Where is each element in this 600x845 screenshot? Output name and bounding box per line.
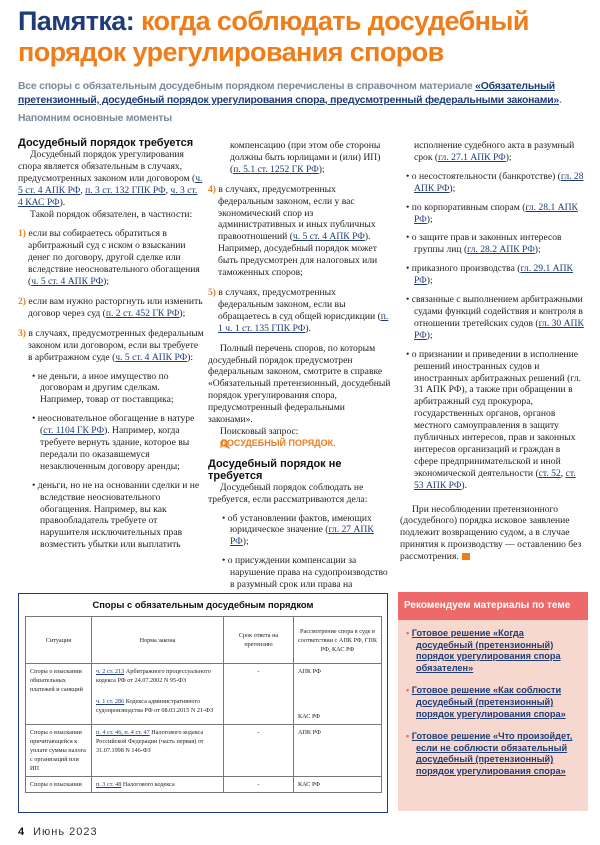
law-link[interactable]: ч. 5 ст. 4 АПК РФ (115, 351, 188, 363)
law-link[interactable]: п. 3 ст. 132 ГПК РФ (85, 184, 166, 196)
law-link[interactable]: гл. 28.1 АПК РФ (414, 201, 578, 225)
table-cell (92, 664, 224, 725)
law-link[interactable]: гл. 27.1 АПК РФ (438, 151, 506, 163)
law-link[interactable]: гл. 29.1 АПК РФ (414, 263, 573, 287)
text: ). (59, 196, 66, 208)
text: АПК РФ (298, 668, 321, 675)
recommended-item[interactable] (406, 731, 580, 777)
law-link[interactable]: ч. 3 ст. 4 КАС РФ (18, 184, 198, 208)
text: ); (449, 182, 456, 194)
recommended-link[interactable]: Готовое решение «Когда досудебный (претензионный) порядок урегулирования спора обязателен» (411, 628, 561, 673)
law-link[interactable]: ч. 5 ст. 4 АПК РФ (31, 276, 104, 288)
text: ); (426, 213, 433, 225)
recommended-item[interactable] (406, 628, 580, 674)
text: ); (505, 151, 512, 163)
page-footer (18, 826, 98, 838)
paragraph: Полный перечень споров, по которым досудебный порядок предусмотрен федеральным законом, смотрите в справке «Обязательный претензионный, досудебный порядок урегулирования спора, предусмотренный федеральными законами». (208, 342, 391, 426)
table-header-cell: Срок ответа на претензию (224, 617, 294, 664)
law-link[interactable]: ч. 5 ст. 4 АПК РФ (292, 231, 365, 243)
table-cell: Споры о взыскании обязательных платежей и санкций (26, 664, 92, 725)
list-number: 2) (18, 295, 26, 307)
text: ). (461, 479, 467, 491)
table-cell (92, 725, 224, 777)
text: приказного производства ( (411, 263, 521, 275)
column-3 (400, 140, 586, 563)
law-link[interactable]: гл. 28 АПК РФ (414, 170, 584, 194)
text: если вы собираетесь обратиться в арбитражный суд с иском о взыскании денег по договору, другой сделке или вследствие неосновательного обогащения ( (26, 228, 200, 288)
text: неосновательное обогащение в натуре ( (37, 413, 195, 437)
text: КАС РФ (298, 713, 321, 720)
law-link[interactable]: п. 4 ст. 46, п. 4 ст. 47 (96, 729, 150, 736)
bullet-item (400, 232, 586, 256)
text: ): (187, 351, 194, 363)
table-header-cell: Ситуация (26, 617, 92, 664)
table-cell: Споры о взыскании (26, 777, 92, 793)
intro-remind: Напомним основные моменты (18, 113, 172, 124)
search-query-line (208, 426, 392, 450)
end-mark-icon (462, 553, 470, 560)
text: , (165, 184, 171, 196)
list-item (18, 296, 204, 320)
paragraph-final (400, 504, 586, 564)
text: ); (534, 244, 541, 256)
law-link[interactable]: ст. 52 (538, 467, 561, 479)
text: Налогового кодекса (121, 781, 175, 788)
text: об установлении фактов, имеющих юридическое значение ( (227, 512, 372, 536)
title-main: когда соблюдать досудебный порядок урегулирования споров (18, 6, 529, 67)
recommended-link[interactable]: Готовое решение «Как соблюсти досудебный (претензионный) порядок урегулирования спора» (411, 685, 566, 719)
section-heading-not-required: Досудебный порядок не требуется (208, 457, 342, 482)
table-cell: АПК РФ (294, 725, 382, 777)
list-item (18, 228, 204, 288)
paragraph (208, 140, 392, 176)
bullet-item: • деньги, но не на основании сделки и не вследствие неосновательного обогащения. Например, вы как правообладатель требуете от нарушителя исключительных прав возместить убытки или выплатить (18, 480, 204, 551)
table-cell: КАС РФ (294, 777, 382, 793)
column-2 (208, 140, 392, 591)
list-number: 3) (18, 327, 26, 339)
text: Досудебный порядок урегулирования спора является обязательным в случаях, предусмотренных законом или договором ( (18, 149, 196, 184)
list-item (18, 328, 204, 364)
text: компенсацию (при этом обе стороны должны быть юрлицами и (или) ИП) ( (230, 140, 381, 175)
table-row (26, 725, 382, 777)
bullet-item: • не деньги, а иное имущество по договорам и другим сделкам. Например, товар от поставщика; (18, 371, 204, 407)
title-prefix: Памятка: (18, 6, 135, 36)
law-link[interactable]: гл. 28.2 АПК РФ (467, 244, 535, 256)
intro-paragraph (18, 80, 588, 126)
search-icon (208, 439, 218, 449)
table-cell (294, 664, 382, 725)
text: При несоблюдении претензионного (досудебного) порядка исковое заявление подлежит возвращению судом, а в случае принятия к производству — оставлению без рассмотрения. (400, 503, 582, 563)
recommended-item[interactable] (406, 685, 580, 720)
law-link[interactable]: ст. 53 АПК РФ (414, 467, 576, 491)
text: ); (318, 163, 325, 175)
disputes-table (25, 616, 382, 793)
text: ); (426, 275, 433, 287)
text: Кодекса административного судопроизводства РФ от 08.03.2015 N 21-ФЗ (96, 698, 214, 714)
bullet-item (400, 171, 586, 195)
issue-date: Июнь 2023 (33, 826, 98, 838)
law-link[interactable]: ч. 2 ст. 213 (96, 668, 125, 675)
bullet-item: • о присуждении компенсации за нарушение права на судопроизводство в разумный срок или права на (208, 555, 392, 591)
text: в случаях, предусмотренных федеральным законом, если у вас экономический спор из административных и иных публичных правоотношений ( (216, 183, 376, 243)
bullet-item (208, 513, 392, 549)
law-link[interactable]: п. 2 ст. 452 ГК РФ (105, 307, 180, 319)
search-label: Поисковый запрос: (220, 425, 299, 437)
law-link[interactable]: ст. 1104 ГК РФ (43, 425, 105, 437)
law-link[interactable]: ч. 5 ст. 4 АПК РФ (18, 172, 203, 196)
text: ). Например, досудебный порядок может быть предусмотрен для налоговых или таможенных споров; (218, 231, 378, 279)
table-row (26, 664, 382, 725)
bullet-item (400, 349, 586, 492)
paragraph (18, 149, 204, 209)
text: исполнение судебного акта в разумный срок ( (414, 140, 575, 163)
text: ); (426, 329, 433, 341)
bullet-item (400, 202, 586, 226)
text: Арбитражного процессуального кодекса РФ от 24.07.2002 N 95-ФЗ (96, 668, 211, 684)
text: если вам нужно расторгнуть или изменить договор через суд ( (26, 295, 203, 319)
recommended-list (406, 628, 580, 778)
recommended-header: Рекомендуем материалы по теме (398, 592, 588, 620)
law-link[interactable]: гл. 27 АПК РФ (230, 524, 374, 548)
list-number: 1) (18, 228, 26, 240)
table-cell: - (224, 725, 294, 777)
list-number: 4) (208, 183, 216, 195)
text: ); (103, 276, 110, 288)
text: о защите прав и законных интересов группы лиц ( (411, 232, 562, 256)
text: связанные с выполнением арбитражными судами функций содействия и контроля в отношении третейских судов ( (411, 294, 583, 329)
text: , (560, 467, 566, 479)
list-item (208, 184, 392, 279)
paragraph (400, 140, 586, 164)
intro-end: . (559, 95, 562, 106)
table-header-row (26, 617, 382, 664)
bullet-item (400, 263, 586, 287)
bullet-item (18, 413, 204, 473)
page-number: 4 (18, 826, 26, 838)
text: в случаях, предусмотренных федеральным законом, если вы обращаетесь в суд общей юрисдикции ( (216, 286, 381, 322)
text: ); (242, 536, 249, 548)
text: ); (179, 307, 186, 319)
table-cell (92, 777, 224, 793)
column-1 (18, 137, 204, 551)
law-link[interactable]: п. 3 ст. 48 (96, 781, 122, 788)
list-number: 5) (208, 286, 216, 298)
table-cell: Споры о взыскании причитающейся к уплате суммы налога с организаций или ИП (26, 725, 92, 777)
table-header-cell: Норма закона (92, 617, 224, 664)
table-cell: - (224, 664, 294, 725)
text: Налогового кодекса Российской Федерации (часть первая) от 31.07.1998 N 146-ФЗ (96, 729, 204, 754)
text: , (80, 184, 86, 196)
search-query[interactable]: ДОСУДЕБНЫЙ ПОРЯДОК. (220, 437, 336, 448)
law-link[interactable]: п. 5.1 ст. 1252 ГК РФ (233, 163, 319, 175)
list-item (208, 287, 392, 335)
text: по корпоративным спорам ( (411, 201, 526, 213)
bullet-item (400, 294, 586, 342)
table-cell: - (224, 777, 294, 793)
page-title (18, 6, 588, 68)
section-heading-required: Досудебный порядок требуется (18, 137, 194, 149)
intro-text: Все споры с обязательным досудебным порядком перечислены в справочном материале (18, 81, 476, 92)
paragraph: Такой порядок обязателен, в частности: (30, 208, 193, 220)
table-header-cell: Рассмотрение спора в суде в соответствии с АПК РФ, ГПК РФ, КАС РФ (294, 617, 382, 664)
law-link[interactable]: п. 1 ч. 1 ст. 135 ГПК РФ (218, 310, 389, 334)
text: ). (305, 322, 311, 334)
disputes-table-box (18, 593, 388, 813)
table-row (26, 777, 382, 793)
text: ). Например, когда требуете вернуть здание, которое вы передали по оказавшемуся незаключенным договору аренды; (40, 425, 190, 472)
recommended-materials-box (398, 592, 588, 811)
text: в случаях, предусмотренных федеральным законом или договором, если вы требуете в арбитражном суде ( (26, 327, 204, 363)
law-link[interactable]: ч. 1 ст. 286 (96, 698, 125, 705)
table-title: Споры с обязательным досудебным порядком (92, 599, 314, 610)
law-link[interactable]: гл. 30 АПК РФ (414, 317, 584, 341)
paragraph: Досудебный порядок соблюдать не требуется, если рассматриваются дела: (208, 481, 368, 505)
text: о несостоятельности (банкротстве) ( (411, 170, 561, 182)
text: о признании и приведении в исполнение решений иностранных судов и иностранных арбитражных решений (гл. 31 АПК РФ), а также при обращении в арбитражный суд прокурора, государственных органов, органов местного самоуправления в защиту публичных интересов, прав и законных интересов организаций и граждан в сфере предпринимательской и иной экономической деятельности ( (411, 348, 582, 479)
intro-reference-link[interactable]: «Обязательный претензионный, досудебный порядок урегулирования спора, предусмотренный федеральными законами» (18, 81, 559, 106)
recommended-link[interactable]: Готовое решение «Что произойдет, если не соблюсти обязательный досудебный (претензионный) порядок урегулирования спора» (411, 731, 573, 776)
